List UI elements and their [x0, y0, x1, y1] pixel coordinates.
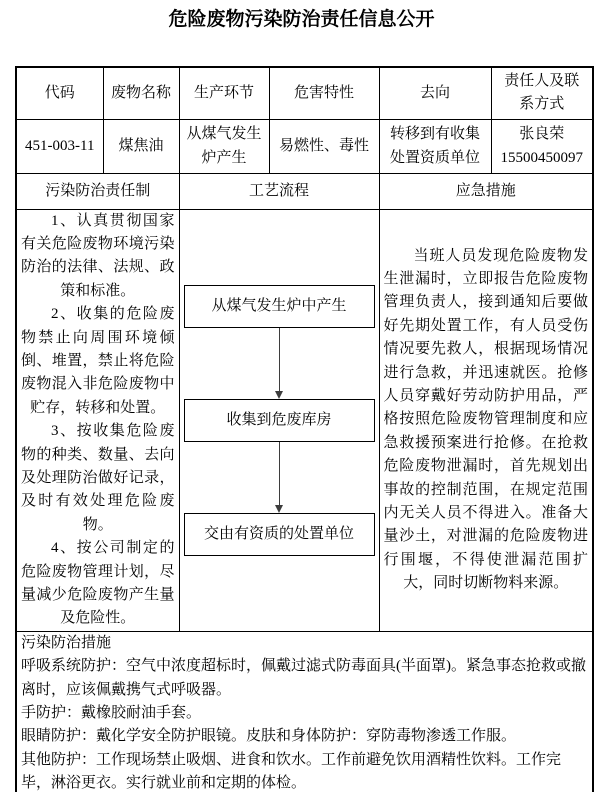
- arrow-head: [275, 505, 283, 513]
- cell-production-stage: 从煤气发生炉产生: [179, 119, 269, 173]
- prevention-line-other: 其他防护：工作现场禁止吸烟、进食和饮水。工作前避免饮用酒精性饮料。工作完毕，淋浴更衣。实行就业前和定期的体检。: [21, 751, 562, 792]
- cell-waste-name: 煤焦油: [103, 119, 179, 173]
- flowchart: [184, 285, 375, 556]
- header-production-stage: 生产环节: [179, 67, 269, 119]
- contact-phone: 15500450097: [500, 150, 583, 166]
- flow-step-3: 交由有资质的处置单位: [184, 513, 375, 556]
- arrow-shaft: [279, 442, 280, 505]
- responsibility-paragraph-4: 4、按公司制定的危险废物管理计划，尽量减少危险废物产生量及危险性。: [21, 540, 175, 627]
- prevention-line-hands: 手防护：戴橡胶耐油手套。: [21, 705, 202, 722]
- section-header-process: 工艺流程: [179, 173, 379, 209]
- disclosure-table: [15, 66, 594, 792]
- emergency-content: [379, 209, 593, 631]
- flow-arrow-down-icon: [275, 328, 283, 399]
- contact-name: 张良荣: [519, 126, 565, 142]
- table-header-row: [16, 67, 593, 119]
- prevention-measures: [16, 631, 593, 792]
- prevention-heading: 污染防治措施: [21, 634, 112, 651]
- page-title: 危险废物污染防治责任信息公开: [168, 9, 435, 30]
- flow-step-1: 从煤气发生炉中产生: [184, 285, 375, 328]
- flow-arrow-down-icon: [275, 442, 283, 513]
- responsibility-paragraph-2: 2、收集的危险废物禁止向周围环境倾倒、堆置，禁止将危险废物混入非危险废物中贮存，转移和处置。: [21, 306, 175, 416]
- cell-contact: [491, 119, 593, 173]
- content-row: [16, 209, 593, 631]
- responsibility-content: [16, 209, 179, 631]
- responsibility-paragraph-1: 1、认真贯彻国家有关危险废物环境污染防治的法律、法规、政策和标准。: [21, 212, 175, 299]
- document-page: [0, 7, 603, 792]
- header-contact: 责任人及联系方式: [491, 67, 593, 119]
- header-waste-name: 废物名称: [103, 67, 179, 119]
- arrow-head: [275, 391, 283, 399]
- prevention-line-respiratory: 呼吸系统防护：空气中浓度超标时，佩戴过滤式防毒面具(半面罩)。紧急事态抢救或撤离时，应该佩戴携气式呼吸器。: [21, 658, 586, 698]
- arrow-shaft: [279, 328, 280, 391]
- header-destination: 去向: [379, 67, 491, 119]
- cell-destination: 转移到有收集处置资质单位: [379, 119, 491, 173]
- cell-hazard: 易燃性、毒性: [269, 119, 379, 173]
- cell-code: 451-003-11: [16, 119, 103, 173]
- section-header-row: [16, 173, 593, 209]
- process-flowchart: [179, 209, 379, 631]
- emergency-paragraph: 当班人员发现危险废物发生泄漏时，立即报告危险废物管理负责人，接到通知后要做好先期处置工作，有人员受伤情况要先救人，根据现场情况进行急救，并迅速就医。抢修人员穿戴好劳动防护用品，严格按照危险废物管理制度和应急救援预案进行抢修。在抢救危险废物泄漏时，首先规划出事故的控制范围，在规定范围内无关人员不得进入。准备大量沙土，对泄漏的危险废物进行围堰，不得使泄漏范围扩大，同时切断物料来源。: [383, 247, 588, 592]
- table-data-row: [16, 119, 593, 173]
- header-code: 代码: [16, 67, 103, 119]
- flow-step-2: 收集到危废库房: [184, 399, 375, 442]
- prevention-row: [16, 631, 593, 792]
- prevention-line-eyes-skin: 眼睛防护：戴化学安全防护眼镜。皮肤和身体防护：穿防毒物渗透工作服。: [21, 728, 517, 745]
- section-header-responsibility: 污染防治责任制: [16, 173, 179, 209]
- header-hazard: 危害特性: [269, 67, 379, 119]
- responsibility-paragraph-3: 3、按收集危险废物的种类、数量、去向及处理防治做好记录，及时有效处理危险废物。: [21, 423, 175, 533]
- section-header-emergency: 应急措施: [379, 173, 593, 209]
